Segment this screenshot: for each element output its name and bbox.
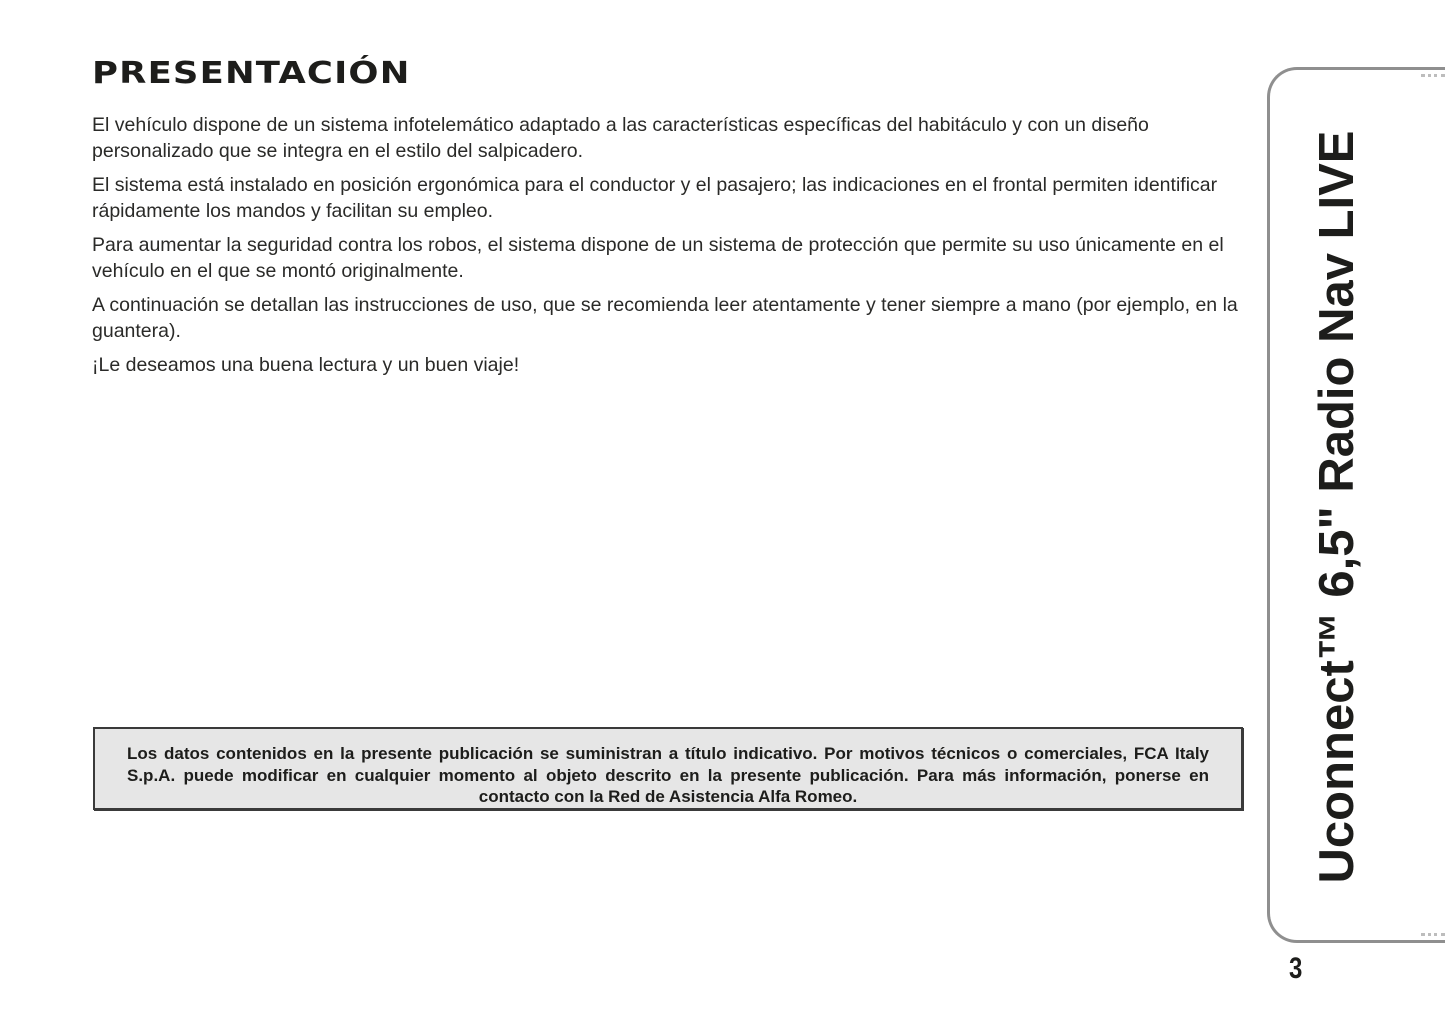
body-text: [92, 112, 1252, 386]
disclaimer-text: Los datos contenidos en la presente publicación se suministran a título indicativo. Por motivos técnicos o comerciales, FCA Italy S.p.A. puede modificar en cualquier momento al objeto descrito en la presente publicación. Para más información, ponerse en contacto con la Red de Asistencia Alfa Romeo.: [127, 744, 1209, 806]
page-number: 3: [1289, 952, 1303, 985]
paragraph-intro: El vehículo dispone de un sistema infotelemático adaptado a las características específicas del habitáculo y con un diseño personalizado que se integra en el estilo del salpicadero.: [92, 114, 1149, 162]
paragraph-instructions: A continuación se detallan las instrucciones de uso, que se recomienda leer atentamente y tener siempre a mano (por ejemplo, en la guantera).: [92, 294, 1238, 342]
paragraph-ergonomics: El sistema está instalado en posición ergonómica para el conductor y el pasajero; las indicaciones en el frontal permiten identificar rápidamente los mandos y facilitan su empleo.: [92, 174, 1218, 222]
disclaimer-box: [93, 727, 1243, 810]
chapter-tab-label: Uconnect™ 6,5" Radio Nav LIVE: [1310, 130, 1364, 884]
page-title: PRESENTACIÓN: [92, 56, 411, 91]
paragraph-security: Para aumentar la seguridad contra los robos, el sistema dispone de un sistema de protección que permite su uso únicamente en el vehículo en el que se montó originalmente.: [92, 234, 1224, 282]
paragraph-closing: ¡Le deseamos una buena lectura y un buen viaje!: [92, 354, 520, 376]
